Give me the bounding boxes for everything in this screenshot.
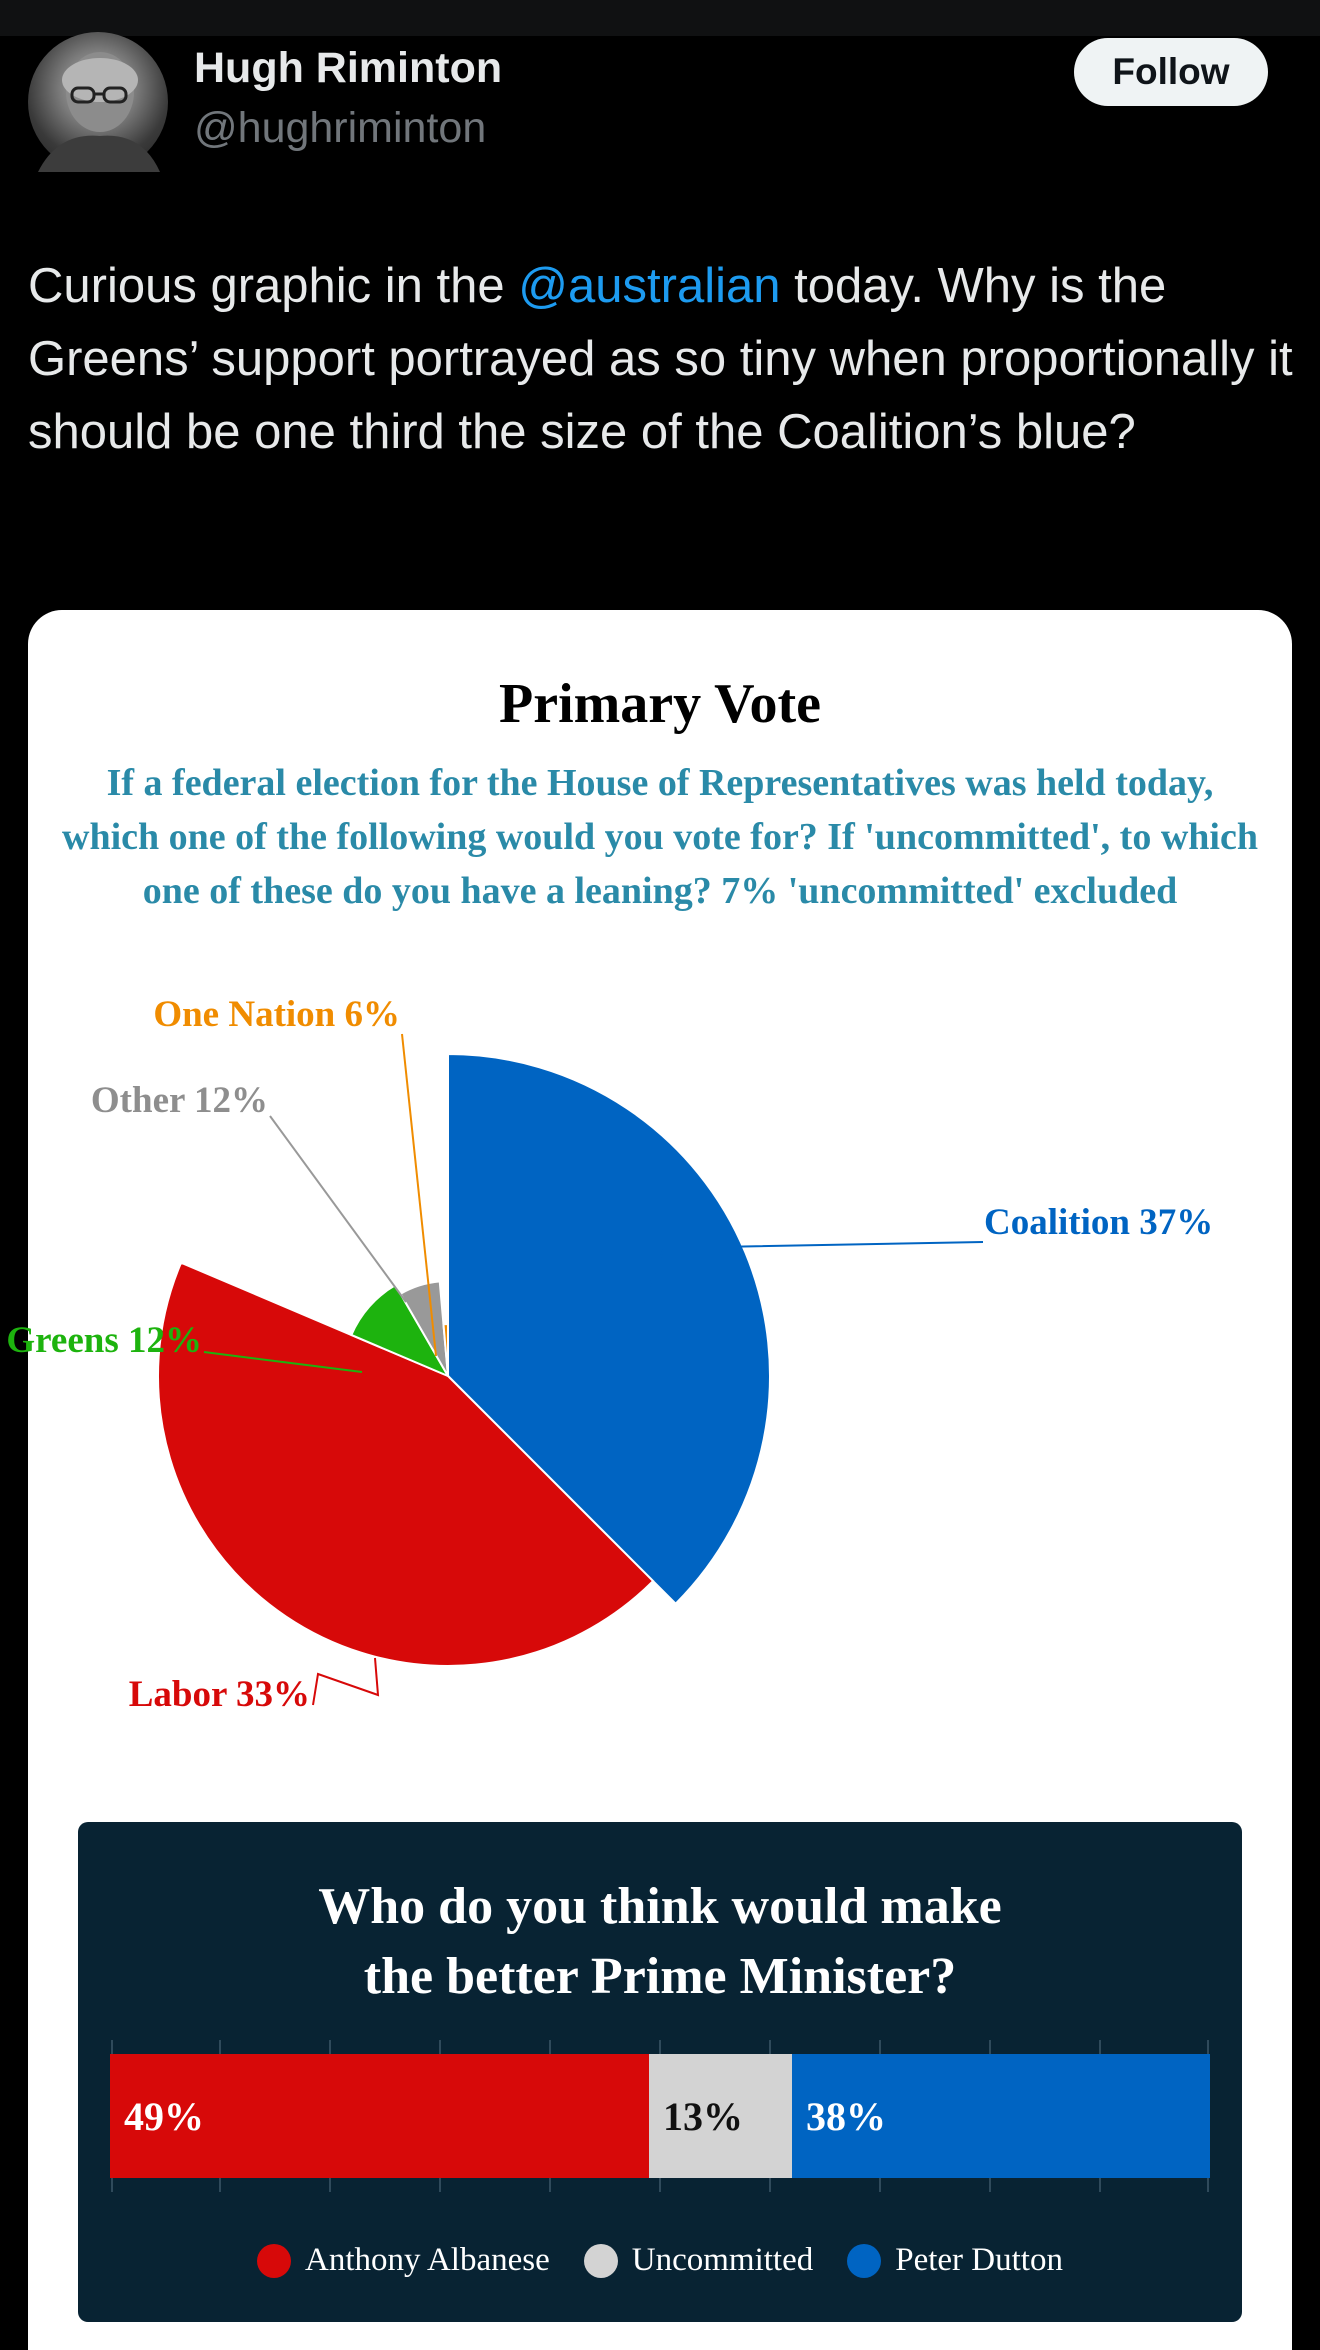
bar-segment-uncommitted bbox=[649, 2054, 792, 2178]
legend-label: Peter Dutton bbox=[895, 2242, 1063, 2278]
pie-label-greens: Greens 12% bbox=[6, 1320, 202, 1361]
top-status-strip bbox=[0, 0, 1320, 36]
pie-label-labor: Labor 33% bbox=[128, 1674, 310, 1715]
better-pm-title-line2: the better Prime Minister? bbox=[363, 1948, 957, 2005]
better-pm-stacked-bar bbox=[110, 2054, 1210, 2178]
primary-vote-title: Primary Vote bbox=[499, 673, 821, 735]
better-pm-title bbox=[78, 1872, 1242, 2012]
better-pm-panel bbox=[78, 1822, 1242, 2322]
legend-dot-icon bbox=[584, 2244, 618, 2278]
bar-segment-peter-dutton bbox=[792, 2054, 1210, 2178]
pie-label-coalition: Coalition 37% bbox=[984, 1202, 1214, 1243]
pie-label-other: Other 12% bbox=[90, 1080, 268, 1121]
legend-label: Uncommitted bbox=[631, 2242, 814, 2278]
follow-button[interactable]: Follow bbox=[1074, 38, 1268, 106]
tweet-text-after: today. Why is the Greens’ support portrayed as so tiny when proportionally it should be one third the size of the Coalition’s blue? bbox=[28, 259, 1293, 459]
pie-label-one-nation: One Nation 6% bbox=[153, 994, 400, 1035]
legend-label: Anthony Albanese bbox=[305, 2242, 550, 2278]
author-name[interactable]: Hugh Riminton bbox=[194, 44, 503, 92]
tweet-text-before: Curious graphic in the bbox=[28, 259, 519, 313]
tweet-text bbox=[28, 250, 1298, 469]
bar-segment-label: 13% bbox=[663, 2093, 743, 2139]
bar-segment-anthony-albanese bbox=[110, 2054, 649, 2178]
legend-item-peter-dutton bbox=[847, 2242, 1063, 2279]
better-pm-legend bbox=[78, 2242, 1242, 2279]
author-handle[interactable]: @hughriminton bbox=[194, 104, 487, 152]
avatar[interactable] bbox=[28, 32, 168, 172]
better-pm-title-line1: Who do you think would make bbox=[318, 1878, 1002, 1935]
avatar-portrait-icon bbox=[28, 32, 168, 172]
legend-item-uncommitted bbox=[584, 2242, 813, 2279]
bar-segment-label: 49% bbox=[124, 2093, 204, 2139]
primary-vote-subtitle: If a federal election for the House of Representatives was held today, which one of the following would you vote for? If 'uncommitted', to which one of these do you have a leaning? 7% 'uncommitted' excluded bbox=[62, 762, 1258, 912]
mention-link[interactable]: @australian bbox=[518, 259, 781, 313]
legend-dot-icon bbox=[847, 2244, 881, 2278]
leader-line-labor bbox=[313, 1658, 378, 1705]
legend-item-anthony-albanese bbox=[257, 2242, 550, 2279]
legend-dot-icon bbox=[257, 2244, 291, 2278]
leader-line-other bbox=[270, 1116, 406, 1302]
attached-image[interactable] bbox=[6, 610, 1292, 2350]
bar-segment-label: 38% bbox=[806, 2093, 886, 2139]
